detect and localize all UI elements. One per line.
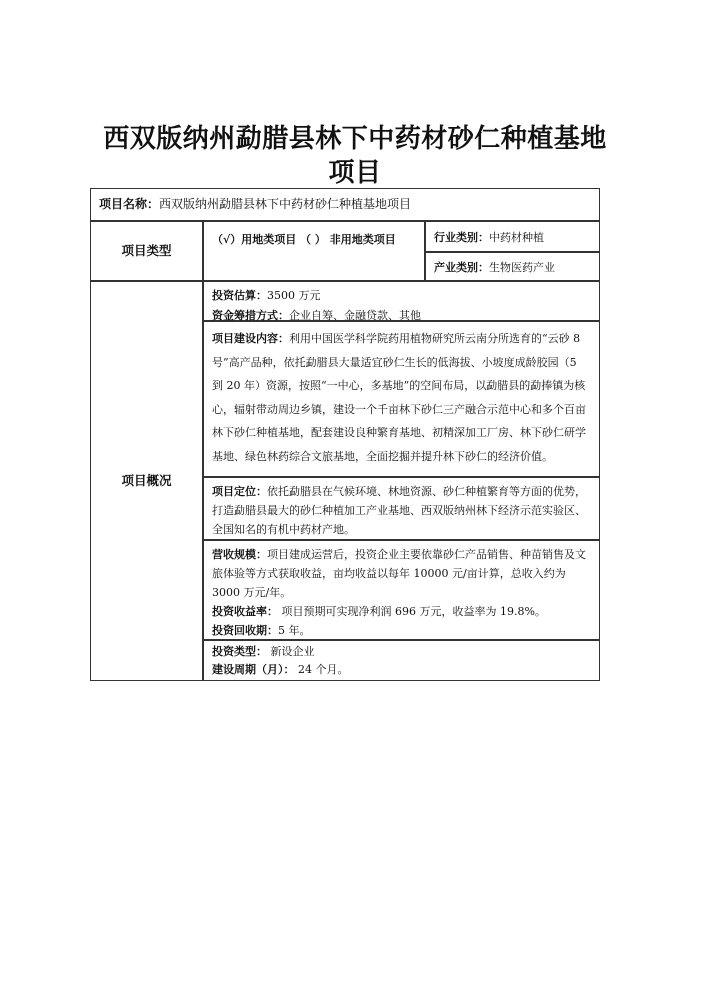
project-name-value: 西双版纳州勐腊县林下中药材砂仁种植基地项目 <box>159 197 412 211</box>
project-name-label: 项目名称： <box>99 197 160 211</box>
project-type-label: 项目类型 <box>121 243 172 259</box>
project-info-table <box>90 188 600 681</box>
construction-period-value: 24 个月。 <box>294 663 349 676</box>
payback-line <box>212 621 591 640</box>
revenue-cell <box>203 540 600 640</box>
construction-content-cell <box>203 321 600 477</box>
investment-type-value: 新设企业 <box>267 645 315 658</box>
payback-value: 5 年。 <box>278 624 311 637</box>
funding-value: 企业自筹、金融贷款、其他 <box>289 308 421 322</box>
positioning-cell <box>203 477 600 540</box>
positioning-label: 项目定位： <box>212 485 267 498</box>
project-type-value: （√）用地类项目 （ ） 非用地类项目 <box>212 233 396 246</box>
return-rate-value: 项目预期可实现净利润 696 万元，收益率为 19.8%。 <box>278 605 546 618</box>
revenue-paragraph <box>212 545 591 602</box>
industry-category-value: 中药材种植 <box>489 231 544 244</box>
project-type-value-cell <box>203 221 425 281</box>
funding-label: 资金筹措方式： <box>212 308 289 322</box>
sector-category-value: 生物医药产业 <box>489 261 555 274</box>
investment-type-line <box>212 643 591 661</box>
construction-value: 利用中国医学科学院药用植物研究所云南分所选育的“云砂 8 号”高产品种，依托勐腊县大量适宜砂仁生长的低海拔、小坡度成龄胶园（5 到 20 年）资源，按照“一中心，多基地”的空间布局，以勐腊县的勐捧镇为核心，辐射带动周边乡镇，建设一个千亩林下砂仁三产融合示范中心和多个百亩林下砂仁种植基地，配套建设良种繁育基地、初精深加工厂房、林下砂仁研学基地、绿色林药综合文旅基地，全面挖掘并提升林下砂仁的经济价值。 <box>212 332 586 463</box>
return-rate-label: 投资收益率： <box>212 605 278 618</box>
industry-category-label: 行业类别： <box>434 231 489 244</box>
payback-label: 投资回收期： <box>212 624 278 637</box>
title-line-2: 项目 <box>328 158 382 188</box>
overview-label: 项目概况 <box>121 473 172 489</box>
investment-type-cell <box>203 640 600 681</box>
positioning-value: 依托勐腊县在气候环境、林地资源、砂仁种植繁育等方面的优势，打造勐腊县最大的砂仁种植加工产业基地、西双版纳州林下经济示范实验区、全国知名的有机中药材产地。 <box>212 485 586 536</box>
sector-category-label: 产业类别： <box>434 261 489 274</box>
investment-estimate-label: 投资估算： <box>212 289 267 302</box>
investment-estimate-value: 3500 万元 <box>267 289 321 302</box>
project-name-cell <box>90 188 600 221</box>
investment-estimate-line <box>212 286 591 306</box>
construction-label: 项目建设内容： <box>212 332 289 345</box>
revenue-label: 营收规模： <box>212 548 267 561</box>
construction-period-line <box>212 661 591 679</box>
revenue-value: 项目建成运营后，投资企业主要依靠砂仁产品销售、种苗销售及文旅体验等方式获取收益，亩均收益以每年 10000 元/亩计算，总收入约为 3000 万元/年。 <box>212 548 586 599</box>
industry-category-cell <box>425 221 600 252</box>
sector-category-cell <box>425 252 600 281</box>
construction-period-label: 建设周期（月）： <box>212 663 295 676</box>
investment-type-label: 投资类型： <box>212 645 267 658</box>
investment-funding-cell <box>203 281 600 321</box>
title-line-1: 西双版纳州勐腊县林下中药材砂仁种植基地 <box>103 124 607 154</box>
return-rate-line <box>212 602 591 621</box>
document-title <box>90 122 620 190</box>
project-type-label-cell <box>90 221 203 281</box>
overview-label-cell <box>90 281 203 681</box>
